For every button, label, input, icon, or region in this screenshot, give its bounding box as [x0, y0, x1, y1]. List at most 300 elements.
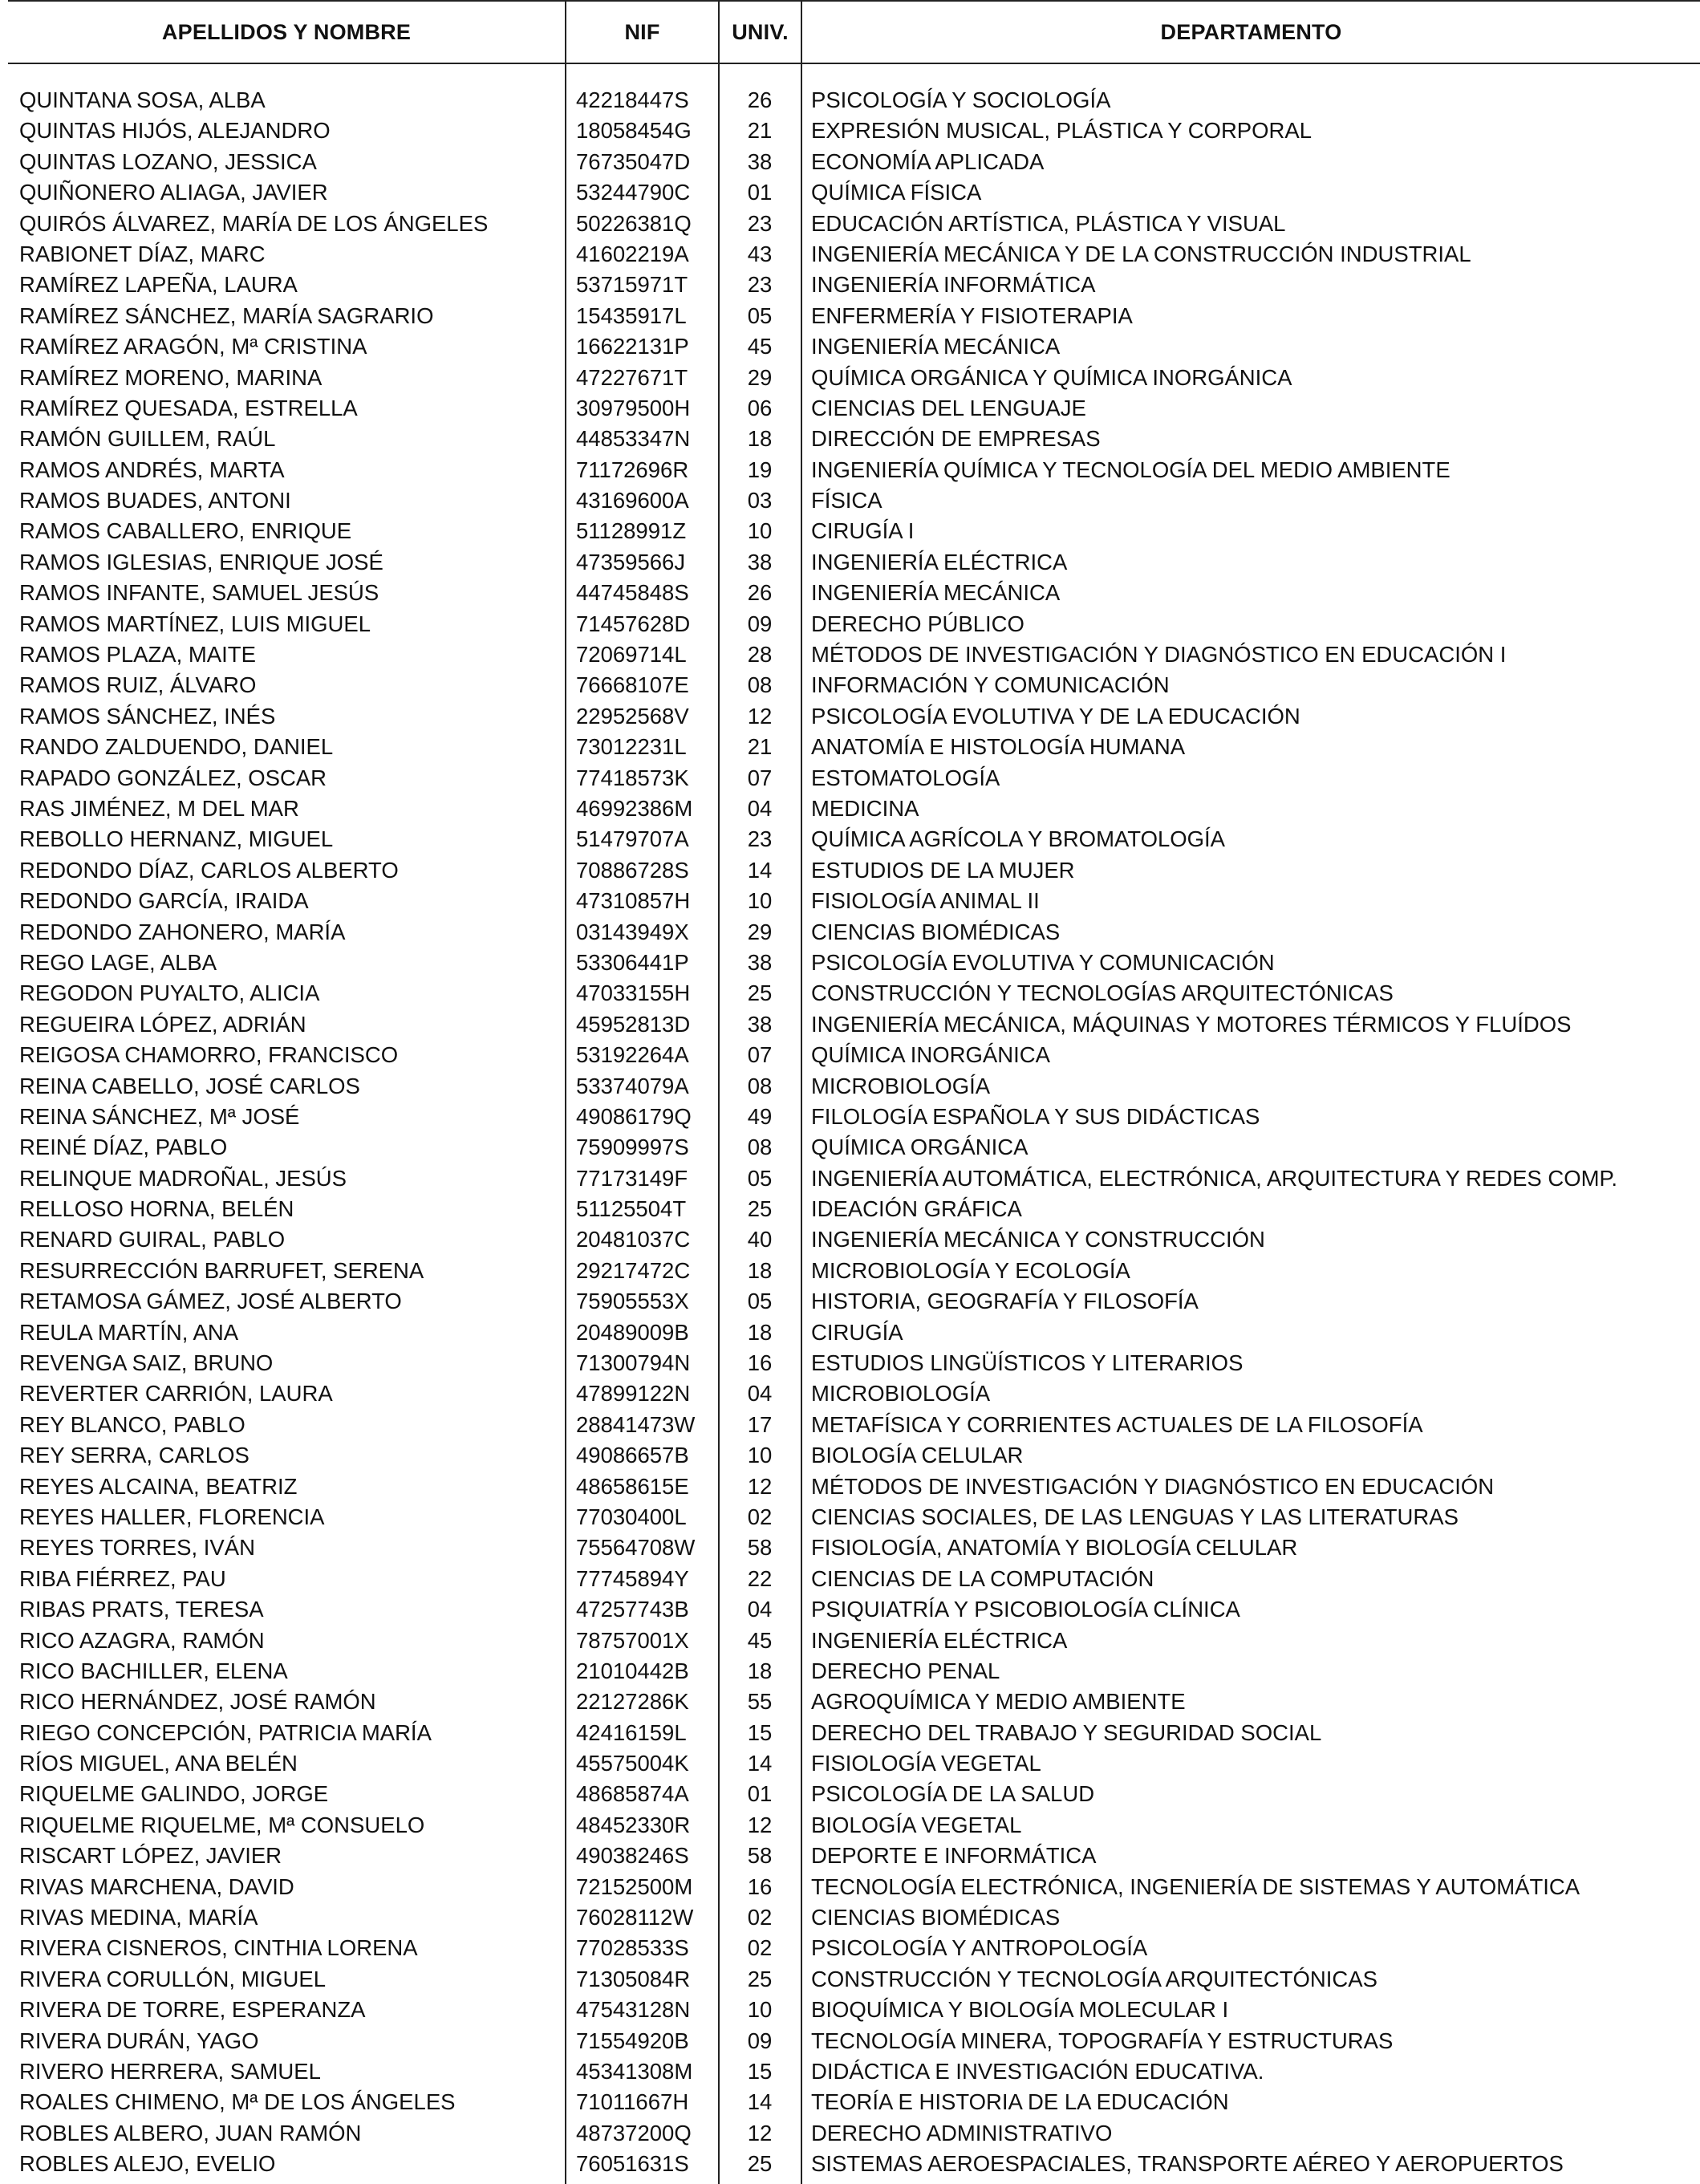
- cell-nif: 20481037C: [576, 1227, 691, 1252]
- cell-univ: 29: [747, 919, 773, 944]
- cell-name: REINÉ DÍAZ, PABLO: [19, 1135, 228, 1160]
- cell-univ: 12: [747, 703, 773, 729]
- cell-departamento: CIENCIAS DE LA COMPUTACIÓN: [811, 1565, 1154, 1591]
- cell-nif: 47033155H: [576, 980, 691, 1006]
- cell-univ: 08: [747, 672, 773, 698]
- cell-departamento: FISIOLOGÍA, ANATOMÍA Y BIOLOGÍA CELULAR: [811, 1535, 1298, 1561]
- cell-name: RAMOS IGLESIAS, ENRIQUE JOSÉ: [19, 549, 383, 574]
- table-row: [0, 301, 1700, 331]
- cell-univ: 38: [747, 949, 773, 975]
- cell-departamento: ESTUDIOS DE LA MUJER: [811, 857, 1075, 883]
- cell-name: RAMOS PLAZA, MAITE: [19, 642, 256, 668]
- cell-departamento: ENFERMERÍA Y FISIOTERAPIA: [811, 302, 1133, 328]
- cell-univ: 28: [747, 642, 773, 668]
- cell-name: RAMÍREZ LAPEÑA, LAURA: [19, 272, 298, 298]
- cell-name: RESURRECCIÓN BARRUFET, SERENA: [19, 1257, 424, 1283]
- table-row: [0, 1656, 1700, 1687]
- cell-univ: 38: [747, 148, 773, 174]
- cell-univ: 03: [747, 488, 773, 514]
- cell-univ: 05: [747, 302, 773, 328]
- cell-departamento: FISIOLOGÍA VEGETAL: [811, 1751, 1041, 1776]
- cell-name: RIQUELME GALINDO, JORGE: [19, 1781, 329, 1807]
- table-row: [0, 1132, 1700, 1163]
- table-row: [0, 116, 1700, 146]
- cell-name: REDONDO DÍAZ, CARLOS ALBERTO: [19, 857, 399, 883]
- table-row: [0, 331, 1700, 362]
- table-row: [0, 2087, 1700, 2117]
- cell-nif: 51128991Z: [576, 518, 687, 544]
- table-row: [0, 1163, 1700, 1194]
- cell-name: RAPADO GONZÁLEZ, OSCAR: [19, 765, 327, 790]
- cell-departamento: PSIQUIATRÍA Y PSICOBIOLOGÍA CLÍNICA: [811, 1597, 1240, 1622]
- cell-departamento: BIOLOGÍA VEGETAL: [811, 1812, 1022, 1837]
- cell-departamento: DIRECCIÓN DE EMPRESAS: [811, 426, 1101, 452]
- cell-nif: 44853347N: [576, 426, 691, 452]
- cell-univ: 25: [747, 1966, 773, 1991]
- table-row: [0, 239, 1700, 270]
- table-row: [0, 1748, 1700, 1779]
- cell-name: RIEGO CONCEPCIÓN, PATRICIA MARÍA: [19, 1719, 432, 1745]
- cell-departamento: FISIOLOGÍA ANIMAL II: [811, 888, 1040, 914]
- cell-name: RAMOS MARTÍNEZ, LUIS MIGUEL: [19, 611, 371, 636]
- cell-departamento: INGENIERÍA ELÉCTRICA: [811, 1627, 1068, 1653]
- cell-nif: 44745848S: [576, 580, 689, 606]
- cell-departamento: PSICOLOGÍA EVOLUTIVA Y COMUNICACIÓN: [811, 949, 1275, 975]
- cell-nif: 50226381Q: [576, 210, 692, 236]
- cell-name: REULA MARTÍN, ANA: [19, 1319, 239, 1345]
- cell-nif: 47359566J: [576, 549, 686, 574]
- cell-nif: 42218447S: [576, 87, 689, 112]
- cell-nif: 29217472C: [576, 1257, 691, 1283]
- cell-name: REINA SÁNCHEZ, Mª JOSÉ: [19, 1103, 300, 1129]
- cell-univ: 25: [747, 980, 773, 1006]
- table-row: [0, 1410, 1700, 1440]
- cell-univ: 04: [747, 795, 773, 821]
- cell-name: ROBLES ALEJO, EVELIO: [19, 2151, 276, 2177]
- cell-nif: 45341308M: [576, 2059, 693, 2084]
- cell-univ: 43: [747, 241, 773, 266]
- cell-name: REYES TORRES, IVÁN: [19, 1535, 255, 1561]
- cell-univ: 21: [747, 118, 773, 144]
- cell-nif: 76028112W: [576, 1905, 694, 1930]
- cell-departamento: TECNOLOGÍA ELECTRÓNICA, INGENIERÍA DE SISTEMAS Y AUTOMÁTICA: [811, 1873, 1580, 1899]
- cell-univ: 14: [747, 2089, 773, 2115]
- cell-univ: 29: [747, 364, 773, 390]
- cell-name: ROBLES ALBERO, JUAN RAMÓN: [19, 2120, 362, 2145]
- table-row: [0, 1472, 1700, 1502]
- cell-nif: 75905553X: [576, 1289, 689, 1314]
- cell-nif: 73012231L: [576, 734, 687, 760]
- cell-univ: 12: [747, 2120, 773, 2145]
- cell-nif: 47310857H: [576, 888, 691, 914]
- cell-nif: 15435917L: [576, 302, 687, 328]
- cell-univ: 23: [747, 210, 773, 236]
- table-row: [0, 917, 1700, 948]
- cell-name: RAMÍREZ ARAGÓN, Mª CRISTINA: [19, 334, 367, 359]
- cell-name: RETAMOSA GÁMEZ, JOSÉ ALBERTO: [19, 1289, 402, 1314]
- cell-univ: 05: [747, 1165, 773, 1191]
- cell-univ: 12: [747, 1812, 773, 1837]
- header-univ: UNIV.: [732, 19, 789, 44]
- cell-univ: 17: [747, 1411, 773, 1437]
- cell-univ: 09: [747, 2028, 773, 2053]
- cell-departamento: QUÍMICA FÍSICA: [811, 180, 982, 205]
- cell-univ: 04: [747, 1381, 773, 1407]
- cell-departamento: DEPORTE E INFORMÁTICA: [811, 1843, 1097, 1869]
- cell-departamento: CONSTRUCCIÓN Y TECNOLOGÍAS ARQUITECTÓNICAS: [811, 980, 1394, 1006]
- cell-departamento: EDUCACIÓN ARTÍSTICA, PLÁSTICA Y VISUAL: [811, 210, 1286, 236]
- cell-univ: 23: [747, 272, 773, 298]
- cell-univ: 55: [747, 1689, 773, 1715]
- cell-departamento: PSICOLOGÍA EVOLUTIVA Y DE LA EDUCACIÓN: [811, 703, 1300, 729]
- cell-nif: 21010442B: [576, 1658, 689, 1683]
- cell-nif: 48737200Q: [576, 2120, 692, 2145]
- table-row: [0, 1317, 1700, 1348]
- cell-univ: 25: [747, 1196, 773, 1222]
- cell-univ: 22: [747, 1565, 773, 1591]
- cell-departamento: QUÍMICA AGRÍCOLA Y BROMATOLOGÍA: [811, 826, 1226, 852]
- cell-departamento: INGENIERÍA QUÍMICA Y TECNOLOGÍA DEL MEDIO AMBIENTE: [811, 457, 1450, 482]
- cell-name: RAMÍREZ MORENO, MARINA: [19, 364, 323, 390]
- cell-univ: 16: [747, 1350, 773, 1376]
- table-row: [0, 639, 1700, 670]
- table-row: [0, 1626, 1700, 1656]
- cell-nif: 49086179Q: [576, 1103, 692, 1129]
- cell-nif: 53715971T: [576, 272, 688, 298]
- table-row: [0, 209, 1700, 239]
- cell-departamento: PSICOLOGÍA Y SOCIOLOGÍA: [811, 87, 1111, 112]
- table-row: [0, 886, 1700, 916]
- cell-univ: 06: [747, 395, 773, 420]
- cell-name: RAS JIMÉNEZ, M DEL MAR: [19, 795, 299, 821]
- table-row: [0, 670, 1700, 700]
- cell-nif: 22952568V: [576, 703, 689, 729]
- cell-departamento: ESTOMATOLOGÍA: [811, 765, 1000, 790]
- cell-nif: 42416159L: [576, 1719, 687, 1745]
- cell-univ: 10: [747, 888, 773, 914]
- cell-nif: 72152500M: [576, 1873, 693, 1899]
- table-row: [0, 824, 1700, 855]
- cell-departamento: EXPRESIÓN MUSICAL, PLÁSTICA Y CORPORAL: [811, 118, 1313, 144]
- cell-name: REDONDO ZAHONERO, MARÍA: [19, 919, 346, 944]
- cell-univ: 04: [747, 1597, 773, 1622]
- table-row: [0, 1009, 1700, 1040]
- cell-univ: 58: [747, 1843, 773, 1869]
- cell-name: RICO AZAGRA, RAMÓN: [19, 1627, 265, 1653]
- cell-name: RIVERA DURÁN, YAGO: [19, 2028, 259, 2053]
- cell-univ: 26: [747, 87, 773, 112]
- cell-univ: 14: [747, 1751, 773, 1776]
- table-row: [0, 1779, 1700, 1809]
- cell-univ: 08: [747, 1073, 773, 1098]
- cell-name: REVENGA SAIZ, BRUNO: [19, 1350, 274, 1376]
- cell-nif: 53244790C: [576, 180, 691, 205]
- table-row: [0, 455, 1700, 485]
- table-row: [0, 1964, 1700, 1995]
- table-row: [0, 1440, 1700, 1471]
- table-row: [0, 393, 1700, 424]
- cell-name: RAMOS RUIZ, ÁLVARO: [19, 672, 257, 698]
- cell-univ: 18: [747, 1319, 773, 1345]
- cell-nif: 72069714L: [576, 642, 687, 668]
- cell-univ: 38: [747, 549, 773, 574]
- cell-departamento: PSICOLOGÍA DE LA SALUD: [811, 1781, 1095, 1807]
- header-nif: NIF: [624, 19, 660, 44]
- table-row: [0, 1902, 1700, 1933]
- cell-nif: 51125504T: [576, 1196, 687, 1222]
- table-row: [0, 1194, 1700, 1224]
- cell-nif: 48452330R: [576, 1812, 691, 1837]
- cell-name: QUIRÓS ÁLVAREZ, MARÍA DE LOS ÁNGELES: [19, 210, 489, 236]
- cell-univ: 10: [747, 1997, 773, 2023]
- cell-univ: 18: [747, 1658, 773, 1683]
- cell-departamento: DERECHO PÚBLICO: [811, 611, 1024, 636]
- cell-departamento: MICROBIOLOGÍA: [811, 1073, 991, 1098]
- cell-nif: 03143949X: [576, 919, 689, 944]
- cell-departamento: INGENIERÍA MECÁNICA: [811, 334, 1061, 359]
- cell-nif: 45952813D: [576, 1011, 691, 1037]
- cell-departamento: CIENCIAS DEL LENGUAJE: [811, 395, 1086, 420]
- cell-univ: 23: [747, 826, 773, 852]
- cell-name: REGODON PUYALTO, ALICIA: [19, 980, 320, 1006]
- cell-univ: 18: [747, 1257, 773, 1283]
- cell-univ: 02: [747, 1935, 773, 1961]
- cell-nif: 75909997S: [576, 1135, 689, 1160]
- table-row: [0, 1502, 1700, 1532]
- cell-nif: 53374079A: [576, 1073, 689, 1098]
- cell-departamento: BIOQUÍMICA Y BIOLOGÍA MOLECULAR I: [811, 1997, 1229, 2023]
- cell-univ: 07: [747, 1042, 773, 1068]
- table-row: [0, 485, 1700, 516]
- cell-departamento: CONSTRUCCIÓN Y TECNOLOGÍA ARQUITECTÓNICAS: [811, 1966, 1377, 1991]
- cell-departamento: CIENCIAS SOCIALES, DE LAS LENGUAS Y LAS LITERATURAS: [811, 1504, 1459, 1529]
- cell-departamento: INGENIERÍA INFORMÁTICA: [811, 272, 1096, 298]
- table-row: [0, 1687, 1700, 1717]
- cell-name: REYES HALLER, FLORENCIA: [19, 1504, 325, 1529]
- cell-departamento: TECNOLOGÍA MINERA, TOPOGRAFÍA Y ESTRUCTURAS: [811, 2028, 1394, 2053]
- cell-name: REIGOSA CHAMORRO, FRANCISCO: [19, 1042, 399, 1068]
- cell-nif: 76735047D: [576, 148, 691, 174]
- cell-departamento: INFORMACIÓN Y COMUNICACIÓN: [811, 672, 1170, 698]
- table-row: [0, 177, 1700, 208]
- cell-name: RIVERO HERRERA, SAMUEL: [19, 2059, 321, 2084]
- table-row: [0, 732, 1700, 762]
- cell-name: QUINTAS LOZANO, JESSICA: [19, 148, 317, 174]
- cell-nif: 47543128N: [576, 1997, 691, 2023]
- cell-univ: 18: [747, 426, 773, 452]
- table-row: [0, 701, 1700, 732]
- cell-univ: 49: [747, 1103, 773, 1129]
- cell-nif: 20489009B: [576, 1319, 689, 1345]
- table-row: [0, 516, 1700, 546]
- table-row: [0, 1040, 1700, 1070]
- table-row: [0, 948, 1700, 978]
- cell-name: REVERTER CARRIÓN, LAURA: [19, 1381, 333, 1407]
- cell-name: RAMOS CABALLERO, ENRIQUE: [19, 518, 352, 544]
- cell-nif: 71457628D: [576, 611, 691, 636]
- table-row: [0, 1564, 1700, 1594]
- cell-nif: 18058454G: [576, 118, 692, 144]
- cell-univ: 01: [747, 180, 773, 205]
- cell-name: RISCART LÓPEZ, JAVIER: [19, 1843, 282, 1869]
- cell-departamento: ESTUDIOS LINGÜÍSTICOS Y LITERARIOS: [811, 1350, 1244, 1376]
- cell-univ: 16: [747, 1873, 773, 1899]
- cell-nif: 47227671T: [576, 364, 688, 390]
- cell-departamento: MÉTODOS DE INVESTIGACIÓN Y DIAGNÓSTICO EN EDUCACIÓN I: [811, 642, 1507, 668]
- table-row: [0, 424, 1700, 454]
- cell-departamento: SISTEMAS AEROESPACIALES, TRANSPORTE AÉREO Y AEROPUERTOS: [811, 2151, 1564, 2177]
- cell-univ: 05: [747, 1289, 773, 1314]
- cell-univ: 14: [747, 857, 773, 883]
- cell-name: REGUEIRA LÓPEZ, ADRIÁN: [19, 1011, 306, 1037]
- cell-name: RICO HERNÁNDEZ, JOSÉ RAMÓN: [19, 1689, 376, 1715]
- table-body: [0, 85, 1700, 2180]
- table-row: [0, 1348, 1700, 1378]
- cell-name: RIVAS MEDINA, MARÍA: [19, 1905, 258, 1930]
- table-row: [0, 1594, 1700, 1625]
- cell-nif: 53306441P: [576, 949, 689, 975]
- cell-departamento: TEORÍA E HISTORIA DE LA EDUCACIÓN: [811, 2089, 1229, 2115]
- cell-nif: 45575004K: [576, 1751, 689, 1776]
- cell-name: RIBA FIÉRREZ, PAU: [19, 1565, 226, 1591]
- cell-univ: 10: [747, 518, 773, 544]
- table-row: [0, 1841, 1700, 1871]
- cell-departamento: INGENIERÍA MECÁNICA, MÁQUINAS Y MOTORES TÉRMICOS Y FLUÍDOS: [811, 1011, 1572, 1037]
- table-row: [0, 2149, 1700, 2179]
- cell-departamento: PSICOLOGÍA Y ANTROPOLOGÍA: [811, 1935, 1148, 1961]
- table-row: [0, 763, 1700, 794]
- cell-departamento: CIRUGÍA: [811, 1319, 903, 1345]
- cell-nif: 46992386M: [576, 795, 693, 821]
- cell-univ: 01: [747, 1781, 773, 1807]
- cell-univ: 58: [747, 1535, 773, 1561]
- cell-name: QUINTAS HIJÓS, ALEJANDRO: [19, 118, 331, 144]
- cell-departamento: HISTORIA, GEOGRAFÍA Y FILOSOFÍA: [811, 1289, 1199, 1314]
- cell-departamento: INGENIERÍA MECÁNICA Y DE LA CONSTRUCCIÓN INDUSTRIAL: [811, 241, 1471, 266]
- table-row: [0, 1256, 1700, 1286]
- header-name: APELLIDOS Y NOMBRE: [161, 19, 412, 44]
- cell-nif: 30979500H: [576, 395, 691, 420]
- table-row: [0, 1995, 1700, 2025]
- cell-nif: 77030400L: [576, 1504, 687, 1529]
- table-row: [0, 147, 1700, 177]
- table-row: [0, 2056, 1700, 2087]
- cell-departamento: BIOLOGÍA CELULAR: [811, 1443, 1024, 1468]
- cell-name: RENARD GUIRAL, PABLO: [19, 1227, 286, 1252]
- cell-departamento: QUÍMICA ORGÁNICA Y QUÍMICA INORGÁNICA: [811, 364, 1292, 390]
- cell-name: RIVERA CORULLÓN, MIGUEL: [19, 1966, 327, 1991]
- cell-univ: 19: [747, 457, 773, 482]
- cell-nif: 49086657B: [576, 1443, 689, 1468]
- cell-nif: 78757001X: [576, 1627, 689, 1653]
- table-row: [0, 1224, 1700, 1255]
- cell-departamento: MICROBIOLOGÍA Y ECOLOGÍA: [811, 1257, 1130, 1283]
- table-row: [0, 2026, 1700, 2056]
- cell-name: REDONDO GARCÍA, IRAIDA: [19, 888, 309, 914]
- table-row: [0, 978, 1700, 1009]
- table-row: [0, 1810, 1700, 1841]
- table-row: [0, 270, 1700, 300]
- cell-univ: 15: [747, 1719, 773, 1745]
- table-row: [0, 578, 1700, 608]
- cell-univ: 07: [747, 765, 773, 790]
- cell-name: RIVAS MARCHENA, DAVID: [19, 1873, 294, 1899]
- table-row: [0, 2118, 1700, 2149]
- cell-departamento: ECONOMÍA APLICADA: [811, 148, 1045, 174]
- table-row: [0, 547, 1700, 578]
- cell-name: RELINQUE MADROÑAL, JESÚS: [19, 1165, 347, 1191]
- cell-departamento: CIENCIAS BIOMÉDICAS: [811, 1905, 1061, 1930]
- cell-name: RIBAS PRATS, TERESA: [19, 1597, 264, 1622]
- cell-departamento: AGROQUÍMICA Y MEDIO AMBIENTE: [811, 1689, 1186, 1715]
- cell-nif: 47899122N: [576, 1381, 691, 1407]
- table-row: [0, 85, 1700, 116]
- cell-name: RAMÍREZ QUESADA, ESTRELLA: [19, 395, 358, 420]
- cell-univ: 40: [747, 1227, 773, 1252]
- cell-departamento: QUÍMICA ORGÁNICA: [811, 1135, 1029, 1160]
- cell-departamento: INGENIERÍA MECÁNICA: [811, 580, 1061, 606]
- cell-name: REBOLLO HERNANZ, MIGUEL: [19, 826, 334, 852]
- cell-nif: 76668107E: [576, 672, 689, 698]
- cell-departamento: CIENCIAS BIOMÉDICAS: [811, 919, 1061, 944]
- cell-name: QUINTANA SOSA, ALBA: [19, 87, 266, 112]
- cell-univ: 25: [747, 2151, 773, 2177]
- cell-departamento: INGENIERÍA AUTOMÁTICA, ELECTRÓNICA, ARQUITECTURA Y REDES COMP.: [811, 1165, 1617, 1191]
- cell-nif: 43169600A: [576, 488, 689, 514]
- table-row: [0, 1286, 1700, 1317]
- cell-nif: 16622131P: [576, 334, 689, 359]
- cell-name: REY BLANCO, PABLO: [19, 1411, 245, 1437]
- cell-departamento: MICROBIOLOGÍA: [811, 1381, 991, 1407]
- cell-name: RAMÓN GUILLEM, RAÚL: [19, 426, 276, 452]
- cell-nif: 70886728S: [576, 857, 689, 883]
- table-row: [0, 855, 1700, 886]
- cell-departamento: FÍSICA: [811, 488, 882, 514]
- table-row: [0, 1872, 1700, 1902]
- cell-nif: 71011667H: [576, 2089, 689, 2115]
- cell-nif: 53192264A: [576, 1042, 689, 1068]
- cell-departamento: METAFÍSICA Y CORRIENTES ACTUALES DE LA FILOSOFÍA: [811, 1411, 1423, 1437]
- cell-departamento: QUÍMICA INORGÁNICA: [811, 1042, 1050, 1068]
- table-row: [0, 1718, 1700, 1748]
- cell-nif: 41602219A: [576, 241, 689, 266]
- cell-nif: 71554920B: [576, 2028, 689, 2053]
- cell-name: RAMOS INFANTE, SAMUEL JESÚS: [19, 580, 379, 606]
- cell-name: RAMÍREZ SÁNCHEZ, MARÍA SAGRARIO: [19, 302, 434, 328]
- cell-name: RANDO ZALDUENDO, DANIEL: [19, 734, 334, 760]
- cell-nif: 75564708W: [576, 1535, 696, 1561]
- table-row: [0, 794, 1700, 824]
- cell-name: RIQUELME RIQUELME, Mª CONSUELO: [19, 1812, 425, 1837]
- cell-departamento: DERECHO PENAL: [811, 1658, 1000, 1683]
- cell-univ: 08: [747, 1135, 773, 1160]
- cell-univ: 02: [747, 1504, 773, 1529]
- cell-univ: 10: [747, 1443, 773, 1468]
- cell-name: QUIÑONERO ALIAGA, JAVIER: [19, 180, 328, 205]
- cell-departamento: MÉTODOS DE INVESTIGACIÓN Y DIAGNÓSTICO EN EDUCACIÓN: [811, 1473, 1495, 1499]
- cell-nif: 49038246S: [576, 1843, 689, 1869]
- cell-nif: 77745894Y: [576, 1565, 689, 1591]
- table-row: [0, 1532, 1700, 1563]
- table-row: [0, 1933, 1700, 1963]
- cell-univ: 15: [747, 2059, 773, 2084]
- cell-univ: 12: [747, 1473, 773, 1499]
- cell-nif: 77418573K: [576, 765, 689, 790]
- cell-name: RELLOSO HORNA, BELÉN: [19, 1196, 294, 1222]
- cell-univ: 09: [747, 611, 773, 636]
- cell-departamento: INGENIERÍA MECÁNICA Y CONSTRUCCIÓN: [811, 1227, 1265, 1252]
- cell-nif: 77173149F: [576, 1165, 688, 1191]
